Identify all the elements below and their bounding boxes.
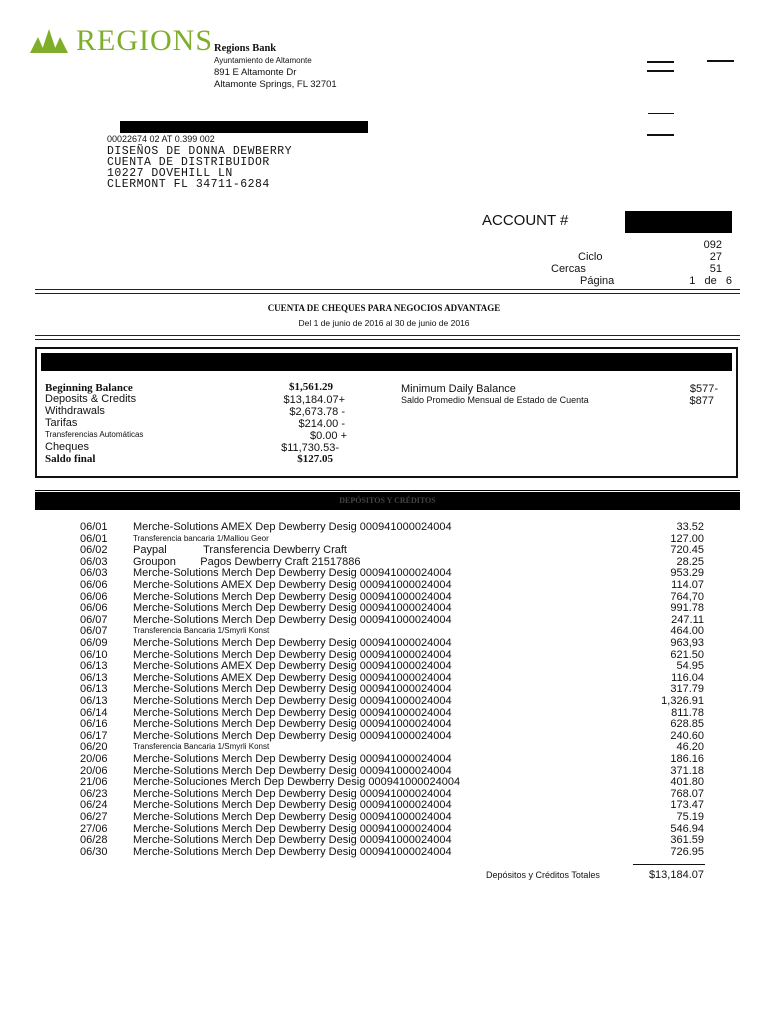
- transaction-date: 06/06: [80, 602, 108, 615]
- customer-code: 00022674 02 AT 0.399 002: [107, 134, 215, 144]
- transaction-amount: 464.00: [670, 625, 704, 638]
- transaction-description: Groupon Pagos Dewberry Craft 21517886: [133, 555, 361, 568]
- transaction-date: 06/24: [80, 799, 108, 812]
- transaction-row: [0, 776, 768, 788]
- transaction-description: Merche-Solutions AMEX Dep Dewberry Desig 000941000024004: [133, 671, 452, 684]
- page-label: Página: [580, 275, 615, 287]
- transaction-date: 06/06: [80, 590, 108, 603]
- beginning-balance-label: Beginning Balance: [45, 382, 133, 394]
- transaction-amount: 33.52: [676, 521, 704, 533]
- checks-value: $11,730.53-: [281, 442, 339, 454]
- auto-transfers-value: $0.00 +: [309, 430, 347, 442]
- transaction-description: Merche-Solutions Merch Dep Dewberry Desig 000941000024004: [133, 590, 452, 603]
- transaction-amount: 116.04: [671, 671, 704, 684]
- divider: [35, 339, 740, 340]
- transaction-date: 06/20: [80, 741, 108, 754]
- transaction-amount: 726.95: [670, 845, 704, 858]
- transaction-row: [0, 544, 768, 556]
- transaction-description: Merche-Solutions Merch Dep Dewberry Desig 000941000024004: [133, 706, 452, 719]
- transaction-amount: 1,326.91: [661, 695, 704, 707]
- transaction-date: 06/13: [80, 671, 108, 684]
- transaction-date: 06/03: [80, 567, 108, 580]
- transaction-amount: 991.78: [670, 602, 704, 615]
- transaction-description: Merche-Solutions Merch Dep Dewberry Desig 000941000024004: [133, 613, 452, 626]
- transaction-amount: 28.25: [676, 555, 704, 568]
- transaction-amount: 720.45: [670, 544, 704, 557]
- transaction-row: [0, 591, 768, 603]
- transaction-amount: 768.07: [670, 787, 704, 800]
- bank-name: Regions Bank: [214, 43, 277, 54]
- transaction-row: [0, 707, 768, 719]
- transaction-amount: 546.94: [670, 822, 704, 835]
- transaction-description: Merche-Solutions Merch Dep Dewberry Desig 000941000024004: [133, 834, 452, 847]
- transaction-amount: 953.29: [670, 567, 704, 580]
- transaction-date: 20/06: [80, 764, 108, 777]
- transaction-description: Merche-Soluciones Merch Dep Dewberry Desig 000941000024004: [133, 776, 461, 789]
- transaction-date: 06/28: [80, 834, 108, 847]
- transaction-row: [0, 649, 768, 661]
- address-line: CUENTA DE DISTRIBUIDOR: [107, 156, 270, 169]
- deposits-value: $13,184.07+: [283, 394, 345, 406]
- ending-balance-label: Saldo final: [45, 453, 96, 465]
- beginning-balance-value: $1,561.29: [289, 381, 333, 393]
- transaction-amount: 247.11: [671, 613, 704, 626]
- checks-label: Cheques: [45, 441, 90, 453]
- ending-balance-value: $127.05: [297, 453, 333, 465]
- transaction-row: [0, 660, 768, 672]
- transaction-description: Transferencia Bancaria 1/Smyrli Konst: [133, 626, 270, 636]
- address-line: CLERMONT FL 34711-6284: [107, 178, 270, 191]
- transaction-description: Merche-Solutions Merch Dep Dewberry Desig 000941000024004: [133, 567, 452, 580]
- transaction-row: [0, 741, 768, 753]
- transaction-row: [0, 834, 768, 846]
- transaction-date: 06/09: [80, 637, 108, 649]
- total-deposits-label: Depósitos y Créditos Totales: [486, 870, 600, 880]
- redaction-block: [120, 121, 368, 133]
- transaction-date: 20/06: [80, 753, 108, 765]
- transaction-description: Merche-Solutions Merch Dep Dewberry Desig 000941000024004: [133, 695, 452, 707]
- transaction-date: 06/07: [80, 613, 108, 626]
- transaction-date: 06/13: [80, 683, 108, 696]
- transaction-row: [0, 846, 768, 858]
- transaction-row: [0, 533, 768, 545]
- transaction-date: 06/01: [80, 521, 108, 533]
- form-mark: [647, 134, 674, 136]
- transaction-description: Transferencia bancaria 1/Malliou Geor: [133, 533, 269, 543]
- account-number-suffix: 092: [703, 239, 722, 251]
- logo-wordmark: REGIONS: [76, 24, 214, 57]
- transaction-date: 27/06: [80, 822, 108, 835]
- cycle-value: 27: [709, 251, 722, 263]
- transaction-row: [0, 788, 768, 800]
- customer-address: [107, 146, 292, 190]
- auto-transfers-label: Transferencias Automáticas: [45, 430, 144, 439]
- transaction-row: [0, 730, 768, 742]
- enclosures-value: 51: [709, 263, 722, 275]
- transaction-description: Merche-Solutions Merch Dep Dewberry Desig 000941000024004: [133, 753, 452, 765]
- transaction-row: [0, 625, 768, 637]
- account-summary-box: [35, 347, 738, 478]
- transaction-amount: 114.07: [671, 579, 704, 591]
- transaction-date: 06/13: [80, 660, 108, 673]
- transaction-row: [0, 672, 768, 684]
- transaction-row: [0, 765, 768, 777]
- transaction-row: [0, 637, 768, 649]
- transaction-amount: 401.80: [670, 776, 704, 789]
- account-number-redaction: [625, 211, 732, 233]
- statement-title: CUENTA DE CHEQUES PARA NEGOCIOS ADVANTAGE: [267, 303, 501, 313]
- transaction-row: [0, 579, 768, 591]
- transaction-description: Merche-Solutions AMEX Dep Dewberry Desig 000941000024004: [133, 660, 452, 673]
- transaction-amount: 317.79: [670, 683, 704, 696]
- fees-label: Tarifas: [45, 417, 78, 429]
- transaction-description: Merche-Solutions Merch Dep Dewberry Desig 000941000024004: [133, 729, 452, 742]
- transaction-description: Paypal Transferencia Dewberry Craft: [133, 544, 347, 557]
- statement-period: Del 1 de junio de 2016 al 30 de junio de 2016: [298, 318, 470, 328]
- transaction-date: 06/14: [80, 706, 108, 719]
- transaction-amount: 54.95: [676, 660, 704, 673]
- deposits-header-text: DEPÓSITOS Y CRÉDITOS: [339, 496, 436, 505]
- transaction-description: Merche-Solutions Merch Dep Dewberry Desig 000941000024004: [133, 637, 452, 649]
- transaction-amount: 628.85: [670, 718, 704, 731]
- transaction-row: [0, 602, 768, 614]
- transaction-description: Merche-Solutions Merch Dep Dewberry Desig 000941000024004: [133, 718, 452, 731]
- transaction-amount: 240.60: [670, 729, 704, 742]
- transaction-row: [0, 753, 768, 765]
- transaction-description: Merche-Solutions Merch Dep Dewberry Desig 000941000024004: [133, 764, 452, 777]
- transaction-date: 06/17: [80, 729, 108, 742]
- transaction-description: Merche-Solutions Merch Dep Dewberry Desig 000941000024004: [133, 602, 452, 615]
- transaction-date: 06/10: [80, 648, 108, 661]
- withdrawals-label: Withdrawals: [45, 405, 105, 417]
- transaction-description: Merche-Solutions Merch Dep Dewberry Desig 000941000024004: [133, 799, 452, 812]
- transaction-amount: 811.78: [671, 706, 704, 719]
- transaction-date: 06/13: [80, 695, 108, 707]
- transaction-amount: 127.00: [670, 532, 704, 545]
- transaction-row: [0, 799, 768, 811]
- bank-branch: Ayuntamiento de Altamonte: [214, 56, 312, 65]
- page-value: 1 de 6: [689, 275, 732, 287]
- cycle-label: Ciclo: [578, 251, 603, 263]
- divider: [35, 289, 740, 290]
- transaction-row: [0, 567, 768, 579]
- bank-city: Altamonte Springs, FL 32701: [214, 79, 337, 90]
- transaction-amount: 371.18: [670, 764, 704, 777]
- min-daily-value: $577-: [689, 383, 718, 395]
- transaction-amount: 173.47: [670, 799, 704, 812]
- transaction-date: 06/07: [80, 625, 108, 638]
- transaction-amount: 621.50: [670, 648, 704, 661]
- account-info: [540, 239, 732, 287]
- transaction-description: Merche-Solutions Merch Dep Dewberry Desig 000941000024004: [133, 683, 452, 696]
- transaction-row: [0, 556, 768, 568]
- form-mark: [647, 70, 674, 72]
- form-mark: [707, 60, 734, 62]
- divider: [35, 490, 740, 491]
- transaction-date: 06/16: [80, 718, 108, 731]
- address-line: 10227 DOVEHILL LN: [107, 167, 233, 180]
- avg-monthly-label: Saldo Promedio Mensual de Estado de Cuenta: [401, 395, 589, 405]
- withdrawals-value: $2,673.78 -: [289, 406, 345, 418]
- total-rule: [633, 864, 705, 865]
- transaction-date: 06/27: [80, 811, 108, 823]
- transaction-row: [0, 718, 768, 730]
- transaction-amount: 963,93: [670, 637, 704, 649]
- transaction-date: 06/30: [80, 845, 108, 858]
- regions-logo: [28, 26, 213, 56]
- transaction-description: Merche-Solutions Merch Dep Dewberry Desig 000941000024004: [133, 811, 452, 823]
- transaction-row: [0, 683, 768, 695]
- form-mark: [647, 61, 674, 63]
- transaction-date: 06/02: [80, 544, 108, 557]
- divider: [35, 293, 740, 294]
- transaction-description: Merche-Solutions Merch Dep Dewberry Desig 000941000024004: [133, 787, 452, 800]
- transaction-description: Merche-Solutions Merch Dep Dewberry Desig 000941000024004: [133, 822, 452, 835]
- transaction-date: 06/06: [80, 579, 108, 591]
- transaction-amount: 764,70: [670, 590, 704, 603]
- form-mark: [648, 113, 674, 114]
- summary-header-bar: [41, 353, 732, 371]
- transaction-amount: 75.19: [676, 811, 704, 823]
- transaction-description: Merche-Solutions AMEX Dep Dewberry Desig 000941000024004: [133, 579, 452, 591]
- transaction-row: [0, 811, 768, 823]
- transaction-row: [0, 695, 768, 707]
- divider: [35, 335, 740, 336]
- transaction-row: [0, 521, 768, 533]
- bank-street: 891 E Altamonte Dr: [214, 67, 297, 78]
- transaction-description: Merche-Solutions AMEX Dep Dewberry Desig 000941000024004: [133, 521, 452, 533]
- account-label: ACCOUNT #: [482, 212, 569, 229]
- transaction-date: 06/03: [80, 555, 108, 568]
- transaction-row: [0, 614, 768, 626]
- transaction-row: [0, 823, 768, 835]
- enclosures-label: Cercas: [551, 263, 586, 275]
- transaction-amount: 46.20: [676, 741, 704, 754]
- triple-leaf-icon: [28, 28, 70, 54]
- min-daily-label: Minimum Daily Balance: [401, 383, 516, 395]
- address-line: DISEÑOS DE DONNA DEWBERRY: [107, 145, 293, 158]
- deposits-label: Deposits & Credits: [45, 393, 137, 405]
- transaction-date: 21/06: [80, 776, 108, 789]
- fees-value: $214.00 -: [298, 418, 345, 430]
- transaction-description: Transferencia Bancaria 1/Smyrli Konst: [133, 742, 270, 752]
- transaction-amount: 186.16: [670, 753, 704, 765]
- deposits-header-bar: [35, 492, 740, 510]
- transaction-date: 06/23: [80, 787, 108, 800]
- transaction-description: Merche-Solutions Merch Dep Dewberry Desig 000941000024004: [133, 648, 452, 661]
- transaction-amount: 361.59: [670, 834, 704, 847]
- bank-address-block: [214, 43, 337, 91]
- transaction-date: 06/01: [80, 532, 108, 545]
- transaction-description: Merche-Solutions Merch Dep Dewberry Desig 000941000024004: [133, 845, 452, 858]
- total-deposits-value: $13,184.07: [648, 869, 704, 881]
- avg-monthly-value: $877: [689, 395, 714, 407]
